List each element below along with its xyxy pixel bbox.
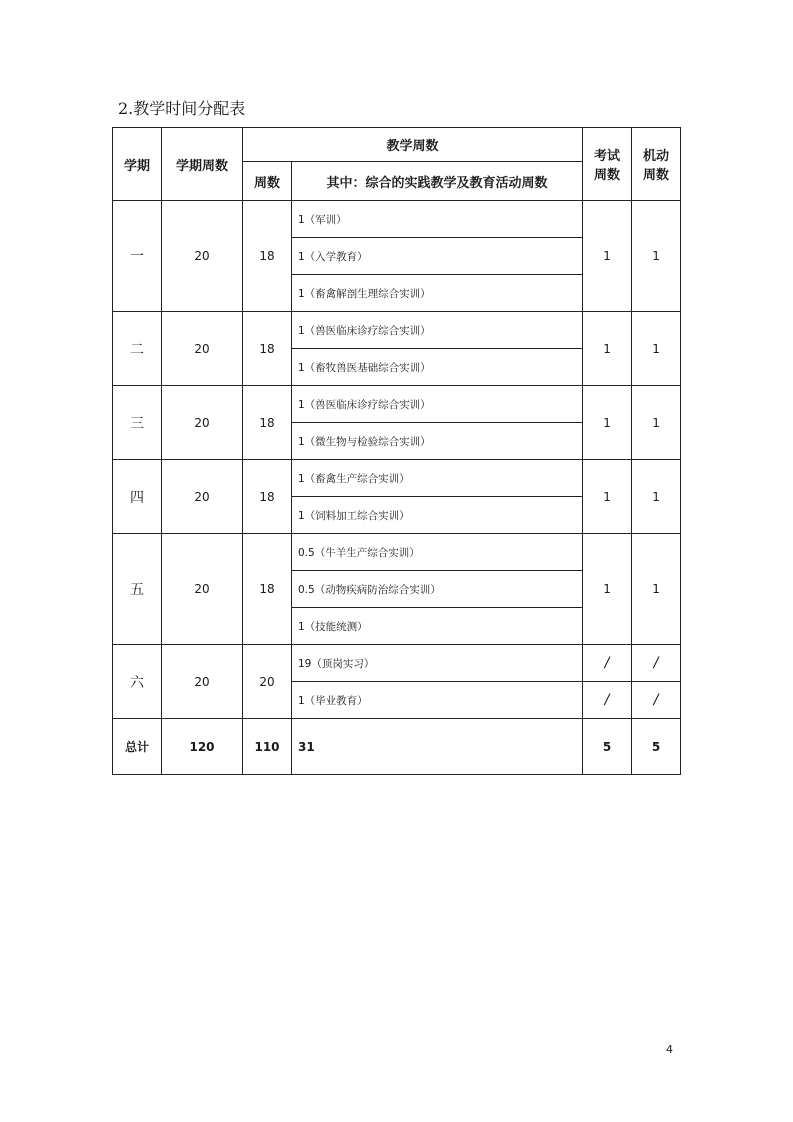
activity-cell: 1（兽医临床诊疗综合实训） <box>292 386 583 423</box>
table-row <box>113 386 681 423</box>
flex-cell: 1 <box>632 386 681 460</box>
term-weeks-cell: 20 <box>162 460 243 534</box>
weeks-cell: 18 <box>243 201 292 312</box>
term-weeks-cell: 20 <box>162 312 243 386</box>
activity-cell: 1（畜牧兽医基础综合实训） <box>292 349 583 386</box>
flex-cell: / <box>632 645 681 682</box>
term-cell: 五 <box>113 534 162 645</box>
activity-cell: 1（军训） <box>292 201 583 238</box>
activity-cell: 0.5（动物疾病防治综合实训） <box>292 571 583 608</box>
total-exam: 5 <box>583 719 632 775</box>
term-weeks-cell: 20 <box>162 201 243 312</box>
activity-cell: 1（畜禽生产综合实训） <box>292 460 583 497</box>
term-cell: 二 <box>113 312 162 386</box>
activity-cell: 1（技能统测） <box>292 608 583 645</box>
exam-cell: 1 <box>583 312 632 386</box>
header-term: 学期 <box>113 128 162 201</box>
term-cell: 一 <box>113 201 162 312</box>
exam-cell: 1 <box>583 201 632 312</box>
activity-cell: 1（饲料加工综合实训） <box>292 497 583 534</box>
weeks-cell: 18 <box>243 386 292 460</box>
activity-cell: 1（入学教育） <box>292 238 583 275</box>
table-row <box>113 645 681 682</box>
activity-cell: 1（兽医临床诊疗综合实训） <box>292 312 583 349</box>
activity-cell: 19（顶岗实习） <box>292 645 583 682</box>
teaching-time-table <box>112 127 681 775</box>
term-cell: 六 <box>113 645 162 719</box>
header-flex-weeks: 机动 周数 <box>632 128 681 201</box>
total-row <box>113 719 681 775</box>
term-cell: 三 <box>113 386 162 460</box>
term-weeks-cell: 20 <box>162 534 243 645</box>
exam-cell: 1 <box>583 534 632 645</box>
exam-cell: 1 <box>583 460 632 534</box>
header-exam-weeks: 考试 周数 <box>583 128 632 201</box>
weeks-cell: 18 <box>243 460 292 534</box>
activity-cell: 1（毕业教育） <box>292 682 583 719</box>
total-practice: 31 <box>292 719 583 775</box>
exam-cell: 1 <box>583 386 632 460</box>
table-row <box>113 201 681 238</box>
term-cell: 四 <box>113 460 162 534</box>
flex-cell: 1 <box>632 201 681 312</box>
table-row <box>113 534 681 571</box>
exam-cell: / <box>583 645 632 682</box>
term-weeks-cell: 20 <box>162 386 243 460</box>
activity-cell: 0.5（牛羊生产综合实训） <box>292 534 583 571</box>
activity-cell: 1（微生物与检验综合实训） <box>292 423 583 460</box>
total-weeks: 110 <box>243 719 292 775</box>
header-practice-weeks: 其中：综合的实践教学及教育活动周数 <box>292 162 583 201</box>
term-weeks-cell: 20 <box>162 645 243 719</box>
table-row <box>113 312 681 349</box>
section-heading: 2.教学时间分配表 <box>118 99 246 118</box>
flex-cell: 1 <box>632 534 681 645</box>
weeks-cell: 18 <box>243 534 292 645</box>
total-flex: 5 <box>632 719 681 775</box>
weeks-cell: 20 <box>243 645 292 719</box>
header-teaching-weeks: 教学周数 <box>243 128 583 162</box>
flex-cell: 1 <box>632 460 681 534</box>
page-number: 4 <box>666 1043 673 1056</box>
total-term-weeks: 120 <box>162 719 243 775</box>
header-term-weeks: 学期周数 <box>162 128 243 201</box>
activity-cell: 1（畜禽解剖生理综合实训） <box>292 275 583 312</box>
total-label: 总计 <box>113 719 162 775</box>
exam-cell: / <box>583 682 632 719</box>
header-weeks: 周数 <box>243 162 292 201</box>
weeks-cell: 18 <box>243 312 292 386</box>
flex-cell: 1 <box>632 312 681 386</box>
table-row <box>113 460 681 497</box>
flex-cell: / <box>632 682 681 719</box>
